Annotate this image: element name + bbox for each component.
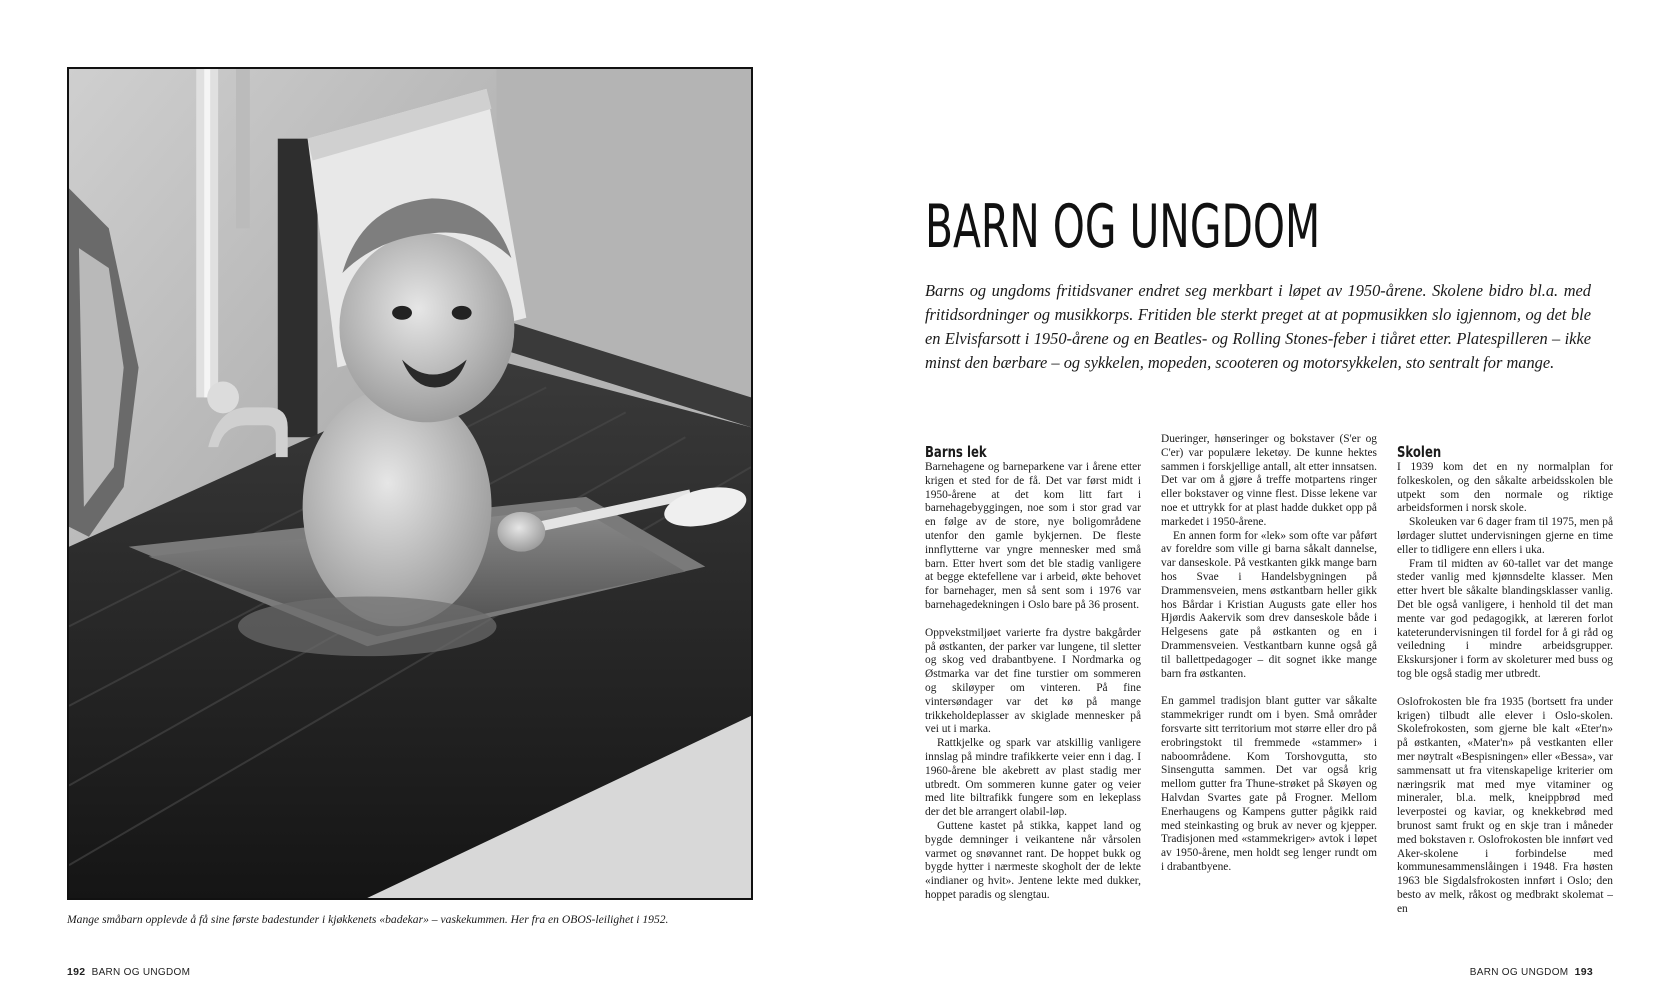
barns-lek-paragraph-5: Dueringer, hønseringer og bokstaver (S'er og C'er) var populære leketøy. De kunne hektes sammen i forskjellige antall, alt etter innsatsen. Det var om å gjøre å treffe motpartens ringer eller bokstaver og vinne flest. Disse lekene var noe et uttrykk for at plast hadde dukket opp på markedet i 1950-årene. [1161, 433, 1377, 528]
barns-lek-paragraph-2: Oppvekstmiljøet varierte fra dystre bakgårder på østkanten, der parker var lungene, til sletter og skog ved drabantbyene. I Nordmarka og Østmarka var det fine turstier om sommeren og skiløyper om vinteren. På fine vintersøndager var det kø på mange trikkeholdeplasser av skiglade mennesker på vei ut i marka. [925, 626, 1141, 736]
skolen-paragraph-2: Skoleuken var 6 dager fram til 1975, men på lørdager sluttet undervisningen gjerne en time eller to tidligere enn ellers i uka. [1397, 516, 1613, 556]
skolen-paragraph-1: I 1939 kom det en ny normalplan for folkeskolen, og den såkalte arbeidsskolen ble utpekt som den normale og riktige arbeidsformen i norsk skole. [1397, 461, 1613, 515]
barns-lek-paragraph-3: Rattkjelke og spark var atskillig vanligere innslag på mindre trafikkerte veier enn i dag. I 1960-årene ble akebrett av plast stadig mer utbredt. Om sommeren kunne gater og veier med lite biltrafikk fungere som en lekeplass der det ble arrangert olabil-løp. [925, 737, 1141, 819]
text-column-3 [1397, 443, 1613, 917]
folio-left [67, 966, 190, 978]
subhead-skolen: Skolen [1397, 443, 1442, 461]
folio-right [1470, 966, 1593, 978]
text-column-2 [1161, 433, 1377, 875]
text-column-1 [925, 443, 1141, 903]
photo-baby-in-sink [67, 67, 753, 900]
page-number-right: 193 [1574, 966, 1593, 978]
barns-lek-paragraph-1: Barnehagene og barneparkene var i årene etter krigen et sted for de få. Det var først midt i 1950-årene at det kom litt fart i barnehagebyggingen, noe som i stor grad var en følge av de store, nye boligområdene utenfor den gamle bykjernen. De fleste innflytterne var yngre mennesker med små barn. Etter hvert som det ble stadig vanligere at begge ektefellene var i arbeid, økte behovet for barnehager, men så sent som i 1976 var barnehagedekningen i Oslo bare på 36 prosent. [925, 461, 1141, 611]
chapter-lead: Barns og ungdoms fritidsvaner endret seg merkbart i løpet av 1950-årene. Skolene bidro bl.a. med fritidsordninger og musikkorps. Fritiden ble sterkt preget at at popmusikken slo igjennom, og det ble en Elvisfarsott i 1950-årene og en Beatles- og Rolling Stones-feber i tiåret etter. Platespilleren – ikke minst den bærbare – og sykkelen, mopeden, scooteren og motorsykkelen, sto sentralt for mange. [925, 281, 1591, 372]
barns-lek-paragraph-6: En annen form for «lek» som ofte var påført av foreldre som ville gi barna såkalt dannelse, var danseskole. På vestkanten gikk mange barn hos Svae i Handelsbygningen på Drammensveien, mens østkantbarn heller gikk hos Bårdar i Kristian Augusts gate eller hos Hjørdis Aakervik som drev danseskole både i Helgesens gate på østkanten og en i Drammensveien. Vestkantbarn kunne også gå til ballettpedagoger – dit sognet ikke mange barn fra østkanten. [1161, 529, 1377, 680]
skolen-paragraph-4: Oslofrokosten ble fra 1935 (bortsett fra under krigen) tilbudt alle elever i Oslo-skolen. Skolefrokosten, som gjerne ble kalt «Eter'n» på østkanten, «Mater'n» på vestkanten eller mer nøytralt «Bespisningen» eller «Bessa», var sammensatt ut fra vitenskapelige kriterier om næringsrik mat med mye vitaminer og mineraler, bl.a. melk, kneippbrød med leverpostei og kaviar, og knekkebrød med brunost samt frukt og en skje tran i måneder med bokstaven r. Oslofrokosten ble innført ved Aker-skolene i forbindelse med kommunesammenslåingen i 1948. Fra høsten 1963 ble Sigdalsfrokosten innført i Oslo; den besto av melk, råkost og medbrakt skolemat – en [1397, 695, 1613, 915]
running-head-left: BARN OG UNGDOM [91, 967, 191, 978]
skolen-paragraph-3: Fram til midten av 60-tallet var det mange steder vanlig med kjønnsdelte klasser. Men etter hvert ble såkalte blandingsklasser vanlig. Det ble også vanligere, i henhold til det man mente var god pedagogikk, at læreren forlot kateterundervisningen til fordel for å gi råd og veiledning i mindre arbeidsgrupper. Ekskursjoner i form av skoleturer med buss og tog ble også stadig mer utbredt. [1397, 557, 1613, 680]
barns-lek-paragraph-7: En gammel tradisjon blant gutter var såkalte stammekriger rundt om i byen. Små områder forsvarte sitt territorium mot større eller dro på erobringstokt til fremmede «stammer» i naboområdene. Kom Torshovgutta, sto Sinsengutta sammen. Det var også krig mellom gutter fra Thune-strøket på Skøyen og Halvdan Svartes gate på Frogner. Mellom Enerhaugens og Kampens gutter pågikk raid med steinkasting og bruk av never og kjepper. Tradisjonen med «stammekriger» avtok i løpet av 1950-årene, men holdt seg lenger rundt om i drabantbyene. [1161, 695, 1377, 873]
running-head-right: BARN OG UNGDOM [1469, 967, 1569, 978]
subhead-barns-lek: Barns lek [925, 443, 987, 461]
chapter-headline: BARN OG UNGDOM [925, 192, 1321, 262]
page-number-left: 192 [67, 966, 86, 978]
photo-caption: Mange småbarn opplevde å få sine første badestunder i kjøkkenets «badekar» – vaskekummen. Her fra en OBOS-leilighet i 1952. [67, 913, 669, 926]
baby-bath-photo [69, 69, 751, 898]
barns-lek-paragraph-4: Guttene kastet på stikka, kappet land og bygde demninger i veikantene når vårsolen varmet og snøvannet rant. De hoppet bukk og bygde hytter i nærmeste skogholt der de lekte «indianer og hvit». Jentene lekte med dukker, hoppet paradis og slengtau. [925, 819, 1141, 901]
